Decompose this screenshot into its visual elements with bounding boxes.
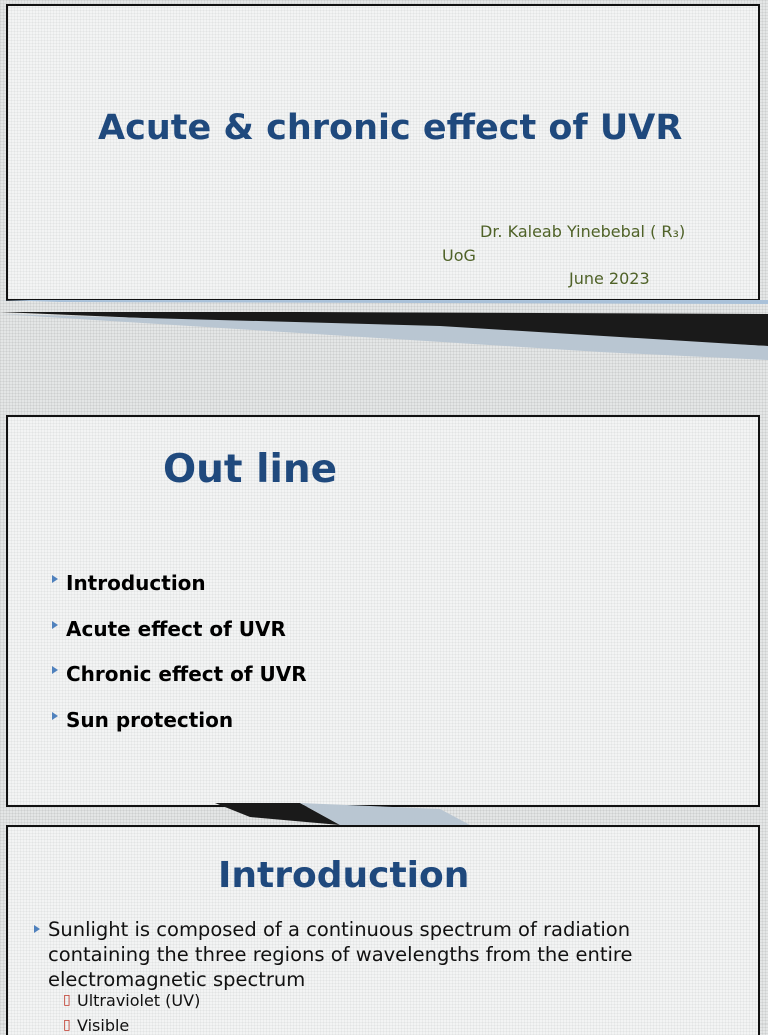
slide-divider-decoration: [0, 803, 768, 827]
title-slide: [6, 4, 760, 301]
slide-divider-decoration: [0, 300, 768, 360]
author-name: Dr. Kaleab Yinebebal ( R₃): [480, 222, 686, 241]
sub-bullet-icon: ▯: [63, 1017, 71, 1033]
presentation-date: June 2023: [569, 269, 650, 288]
organization: UoG: [442, 246, 476, 265]
divider-light-band: [0, 300, 768, 304]
bullet-arrow-icon: [52, 575, 58, 583]
bullet-arrow-icon: [52, 712, 58, 720]
outline-slide: Out line Introduction Acute effect of UVR Chronic effect of UVR Sun protection: [6, 415, 760, 807]
bullet-arrow-icon: [52, 666, 58, 674]
slide-title: Introduction: [218, 855, 470, 896]
slide-title: Out line: [163, 447, 338, 492]
introduction-slide: Introduction Sunlight is composed of a continuous spectrum of radiation containing the three regions of wavelengths from the entire electromagnetic spectrum ▯ Ultraviolet (UV) ▯ Visible: [6, 825, 760, 1035]
slide-title: Acute & chronic effect of UVR: [98, 108, 683, 148]
bullet-arrow-icon: [34, 925, 40, 933]
sub-bullet-icon: ▯: [63, 992, 71, 1008]
intro-paragraph: Sunlight is composed of a continuous spectrum of radiation containing the three regions of wavelengths from the entire electromagnetic spectrum: [48, 918, 633, 991]
bullet-arrow-icon: [52, 621, 58, 629]
